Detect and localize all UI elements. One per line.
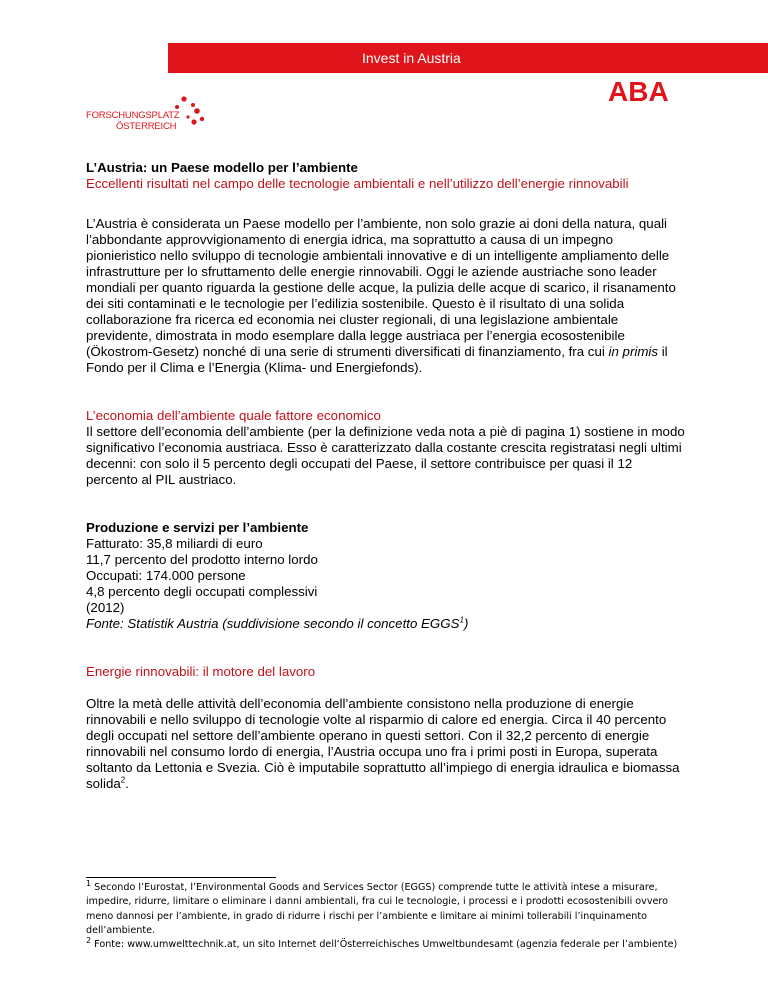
facts-line: 11,7 percento del prodotto interno lordo [86, 552, 318, 567]
header-banner [168, 43, 768, 73]
section1-heading: L’economia dell’ambiente quale fattore economico [86, 408, 381, 423]
intro-text-before: L’Austria è considerata un Paese modello per l’ambiente, non solo grazie ai doni della natura, quali l’abbondante approvvigionamento di energia idrica, ma soprattutto a causa di un impegno pionieristico nello sviluppo di tecnologie ambientali innovative e di un intelligente ampliamento delle infrastrutture per lo sfruttamento delle energie rinnovabili. Oggi le aziende austriache sono leader mondiali per quanto riguarda la gestione delle acque, la pulizia delle acque di scarico, il risanamento dei siti contaminati e le tecnologie per l’edilizia sostenibile. Questo è il risultato di una solida collaborazione fra ricerca ed economia nei cluster regionali, di una legislazione ambientale previdente, dimostrata in modo esemplare dalla legge austriaca per l’energia ecosostenibile (Ökostrom-Gesetz) nonché di una serie di strumenti diversificati di finanziamento, fra cui [86, 216, 676, 359]
facts-line: Occupati: 174.000 persone [86, 568, 246, 583]
footnote-2 [86, 938, 684, 952]
footnote-ref-2: 2 [120, 775, 126, 785]
forschungsplatz-logo [86, 96, 210, 130]
facts-source [86, 616, 686, 632]
footnote-marker-2: 2 [86, 936, 92, 945]
document-subtitle: Eccellenti risultati nel campo delle tecnologie ambientali e nell’utilizzo dell’energie rinnovabili [86, 176, 629, 191]
facts-heading: Produzione e servizi per l’ambiente [86, 520, 309, 535]
section1-body: Il settore dell’economia dell’ambiente (per la definizione veda nota a piè di pagina 1) sostiene in modo significativo l’economia austriaca. Esso è caratterizzato dalla costante crescita registratasi negli ultimi decenni: con solo il 5 percento degli occupati del Paese, il settore contribuisce per quasi il 12 percento al PIL austriaco. [86, 424, 685, 487]
facts-source-end: ) [463, 616, 469, 631]
intro-italic: in primis [608, 344, 658, 359]
facts-line: Fatturato: 35,8 miliardi di euro [86, 536, 263, 551]
facts-source-text: Fonte: Statistik Austria (suddivisione secondo il concetto EGGS [86, 616, 460, 631]
facts-line: 4,8 percento degli occupati complessivi [86, 584, 318, 599]
banner-text: Invest in Austria [362, 50, 461, 66]
footnote-1-text: Secondo l’Eurostat, l’Environmental Goods and Services Sector (EGGS) comprende tutte le attività intese a misurare, impedire, ridurre, limitare o eliminare i danni ambientali, fra cui le tecnologie, i processi e i prodotti ecosostenibili ovvero meno dannosi per l’ambiente, in grado di ridurre i rischi per l’ambiente e limitare ai minimi tollerabili l’inquinamento dell’ambiente. [86, 882, 669, 936]
logo-text-line2: ÖSTERREICH [116, 121, 177, 132]
section2-body-end: . [125, 776, 129, 791]
section2-heading: Energie rinnovabili: il motore del lavoro [86, 664, 316, 679]
section2-body [86, 696, 686, 792]
footnote-1 [86, 878, 684, 938]
intro-paragraph [86, 216, 686, 376]
footnote-marker-1: 1 [86, 878, 92, 888]
document-body [86, 160, 686, 792]
footnote-divider [86, 877, 276, 878]
section2-body-text: Oltre la metà delle attività dell’economia dell’ambiente consistono nella produzione di energie rinnovabili e nello sviluppo di tecnologie volte al risparmio di calore ed energia. Circa il 40 percento degli occupati nel settore dell’ambiente operano in questi settori. Con il 32,2 percento di energie rinnovabili nel consumo lordo di energia, l’Austria occupa uno fra i primi posti in Europa, superata soltanto da Lettonia e Svezia. Ciò è imputabile soprattutto all’impiego di energia idraulica e biomassa solida [86, 696, 680, 791]
footnotes [86, 878, 684, 952]
facts-line: (2012) [86, 600, 125, 615]
aba-logo: ABA [608, 76, 669, 107]
document-title: L’Austria: un Paese modello per l’ambiente [86, 160, 358, 175]
intro-text-after: il Fondo per il Clima e l’Energia (Klima- und Energiefonds). [86, 344, 668, 375]
logo-text-line1: FORSCHUNGSPLATZ [86, 110, 180, 121]
footnote-2-text: Fonte: www.umwelttechnik.at, un sito Internet dell’Österreichisches Umweltbundesamt (agenzia federale per l’ambiente) [91, 939, 678, 951]
footnote-ref-1: 1 [459, 615, 464, 625]
